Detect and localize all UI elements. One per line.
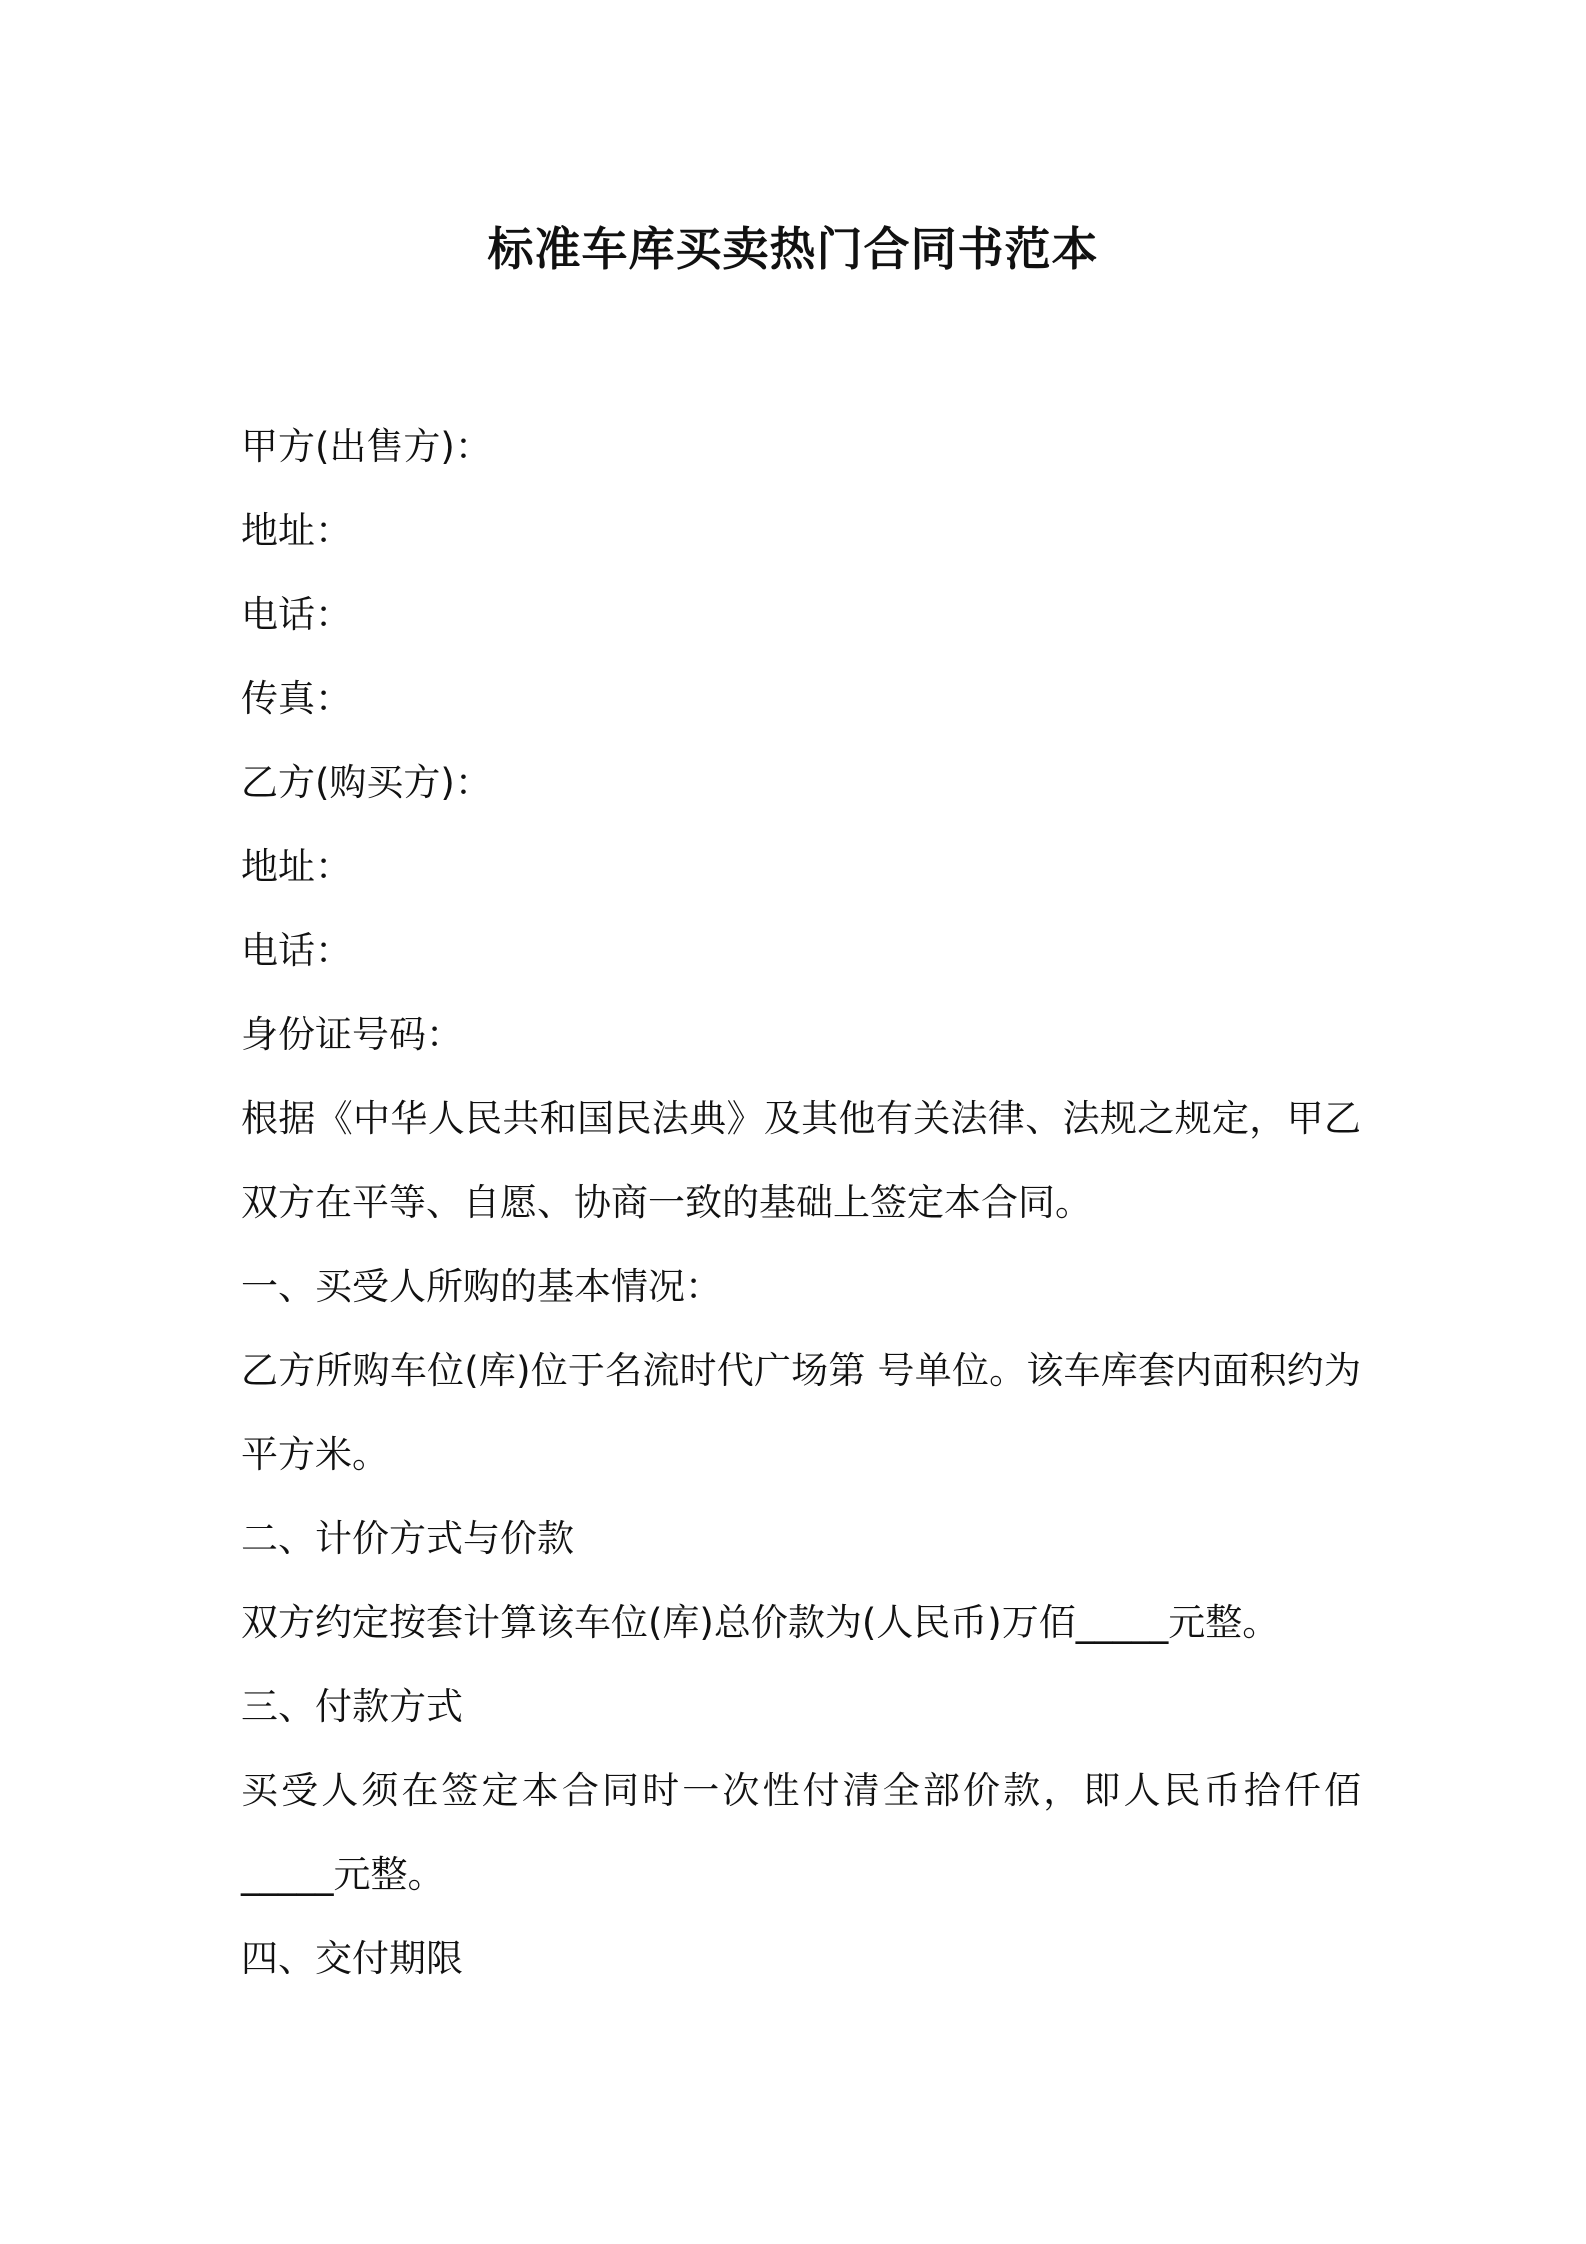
preamble-paragraph: 根据《中华人民共和国民法典》及其他有关法律、法规之规定，甲乙双方在平等、自愿、协商一致的基础上签定本合同。 bbox=[241, 1097, 1361, 1224]
section-1-paragraph: 乙方所购车位(库)位于名流时代广场第 号单位。该车库套内面积约为 平方米。 bbox=[241, 1349, 1361, 1476]
party-a-phone: 电话： bbox=[241, 593, 352, 636]
party-a-label: 甲方(出售方)： bbox=[241, 425, 492, 468]
section-1-heading: 一、买受人所购的基本情况： bbox=[241, 1265, 722, 1308]
party-b-phone: 电话： bbox=[241, 929, 352, 972]
document-body bbox=[241, 405, 1361, 2001]
document-title: 标准车库买卖热门合同书范本 bbox=[487, 222, 1099, 276]
party-b-id-number: 身份证号码： bbox=[241, 1013, 463, 1056]
section-2-paragraph: 双方约定按套计算该车位(库)总价款为(人民币)万佰_____元整。 bbox=[241, 1601, 1280, 1644]
section-4-heading: 四、交付期限 bbox=[241, 1937, 463, 1980]
section-3-heading: 三、付款方式 bbox=[241, 1685, 463, 1728]
section-2-heading: 二、计价方式与价款 bbox=[241, 1517, 574, 1560]
party-b-address: 地址： bbox=[241, 845, 352, 888]
party-a-address: 地址： bbox=[241, 509, 352, 552]
section-3-paragraph: 买受人须在签定本合同时一次性付清全部价款，即人民币拾仟佰_____元整。 bbox=[241, 1769, 1361, 1896]
party-b-label: 乙方(购买方)： bbox=[241, 761, 492, 804]
party-a-fax: 传真： bbox=[241, 677, 352, 720]
